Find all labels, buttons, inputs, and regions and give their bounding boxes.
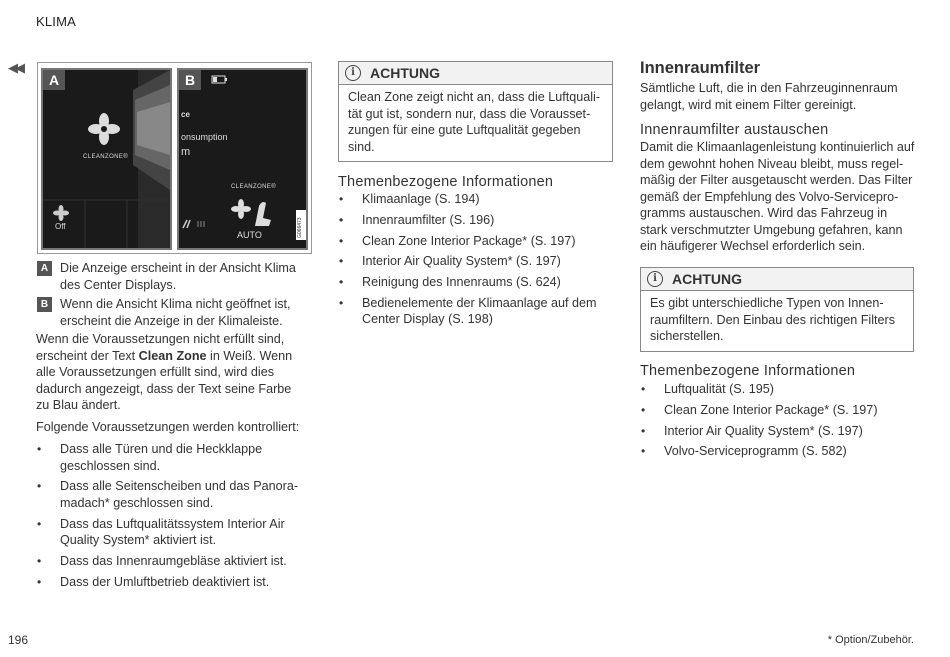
related-link[interactable]: • Luftqualität (S. 195) bbox=[640, 381, 915, 398]
figure-ref-box bbox=[296, 210, 306, 240]
footnote: * Option/Zubehör. bbox=[827, 634, 914, 646]
seat-heat-icon[interactable] bbox=[181, 218, 209, 230]
list-item: • Dass das Luftqualitätssystem Interior Air Quality System* aktiviert ist. bbox=[36, 516, 302, 549]
clean-zone-paragraph bbox=[36, 331, 308, 414]
related-link[interactable]: • Interior Air Quality System* (S. 197) bbox=[338, 253, 608, 270]
related-link[interactable]: • Volvo-Serviceprogramm (S. 582) bbox=[640, 443, 915, 460]
list-item: • Dass der Umluftbetrieb deaktiviert ist. bbox=[36, 574, 302, 591]
para-text-before: Wenn die Voraussetzungen nicht erfüllt sind, erscheint der Text bbox=[36, 332, 285, 363]
panel-b-text-3: m bbox=[181, 146, 191, 158]
related-heading-middle: Themenbezogene Informationen bbox=[338, 174, 554, 190]
list-item: • Dass das Innenraumgebläse aktiviert ist. bbox=[36, 553, 302, 570]
cleanzone-label-a: CLEANZONE® bbox=[83, 154, 129, 160]
fan-icon bbox=[87, 112, 121, 146]
figure-panel-b bbox=[177, 68, 308, 250]
related-link[interactable]: • Interior Air Quality System* (S. 197) bbox=[640, 423, 915, 440]
page-number: 196 bbox=[8, 633, 29, 647]
info-icon: i bbox=[345, 65, 361, 81]
double-chevron-left-icon[interactable]: ◀◀ bbox=[8, 60, 22, 75]
panel-b-text-2: onsumption bbox=[181, 132, 228, 142]
related-link[interactable]: • Bedienelemente der Klimaanlage auf dem Center Display (S. 198) bbox=[338, 295, 608, 328]
caption-b-text: Wenn die Ansicht Klima nicht geöffnet ist, erscheint die Anzeige in der Klimaleiste. bbox=[60, 297, 291, 328]
related-link[interactable]: • Klimaanlage (S. 194) bbox=[338, 191, 608, 208]
related-link[interactable]: • Innenraumfilter (S. 196) bbox=[338, 212, 608, 229]
warning-header bbox=[641, 268, 913, 291]
panel-a-label: A bbox=[43, 70, 65, 90]
panel-b-text-1: ce bbox=[181, 110, 190, 119]
related-list-right bbox=[640, 381, 915, 464]
info-icon: i bbox=[647, 271, 663, 287]
clean-zone-bold: Clean Zone bbox=[138, 348, 207, 363]
caption-a bbox=[37, 260, 307, 293]
conditions-list bbox=[36, 441, 302, 594]
figure-panel-a bbox=[41, 68, 172, 250]
warning-title: ACHTUNG bbox=[672, 271, 742, 287]
battery-icon bbox=[211, 75, 229, 85]
airflow-seat-icon[interactable] bbox=[231, 196, 273, 232]
filter-body-text: Damit die Klimaanlagenleistung kontinuierlich auf dem gewohnt hohen Niveau bleibt, muss regelmäßig der Filter ausgetauscht werden. Das Filter gemäß der Empfehlung des Volvo-Serviceprogramms austauschen. Wird das Fahrzeug in stark verschmutzter Umgebung gefahren, kann ein häufigerer Wechsel erforderlich sein. bbox=[640, 140, 915, 253]
auto-label[interactable]: AUTO bbox=[237, 230, 262, 240]
caption-a-text: Die Anzeige erscheint in der Ansicht Klima des Center Displays. bbox=[60, 261, 296, 292]
warning-box-filter bbox=[640, 267, 914, 352]
fan-off-label: Off bbox=[55, 222, 66, 231]
cleanzone-label-b: CLEANZONE® bbox=[231, 184, 277, 190]
subheading-filter-replace: Innenraumfilter austauschen bbox=[640, 122, 829, 138]
related-link[interactable]: • Clean Zone Interior Package* (S. 197) bbox=[640, 402, 915, 419]
warning-box-clean-zone bbox=[338, 61, 613, 162]
section-intro: Sämtliche Luft, die in den Fahrzeuginnenraum gelangt, wird mit einem Filter gereinigt. bbox=[640, 81, 898, 112]
warning-text: Clean Zone zeigt nicht an, dass die Luftqualität gut ist, sondern nur, dass die Voraussetzungen für eine gute Luftqualität gegeben sind. bbox=[348, 90, 601, 154]
figure-ref: G066473 bbox=[297, 217, 303, 238]
related-link[interactable]: • Reinigung des Innenraums (S. 624) bbox=[338, 274, 608, 291]
clean-zone-figure bbox=[37, 62, 312, 254]
fan-small-icon[interactable] bbox=[53, 205, 69, 221]
panel-b-label: B bbox=[179, 70, 201, 90]
caption-b bbox=[37, 296, 307, 329]
list-item: • Dass alle Seitenscheiben und das Panoramadach* geschlossen sind. bbox=[36, 478, 302, 511]
caption-a-label: A bbox=[37, 261, 52, 276]
section-title: Innenraumfilter bbox=[640, 59, 761, 77]
warning-title: ACHTUNG bbox=[370, 65, 440, 81]
warning-header bbox=[339, 62, 612, 85]
related-link[interactable]: • Clean Zone Interior Package* (S. 197) bbox=[338, 233, 608, 250]
running-header: KLIMA bbox=[36, 14, 77, 29]
related-heading-right: Themenbezogene Informationen bbox=[640, 363, 856, 379]
list-item: • Dass alle Türen und die Heckklappe geschlossen sind. bbox=[36, 441, 302, 474]
conditions-intro: Folgende Voraussetzungen werden kontrolliert: bbox=[36, 420, 300, 434]
warning-text: Es gibt unterschiedliche Typen von Innenraumfiltern. Den Einbau des richtigen Filters sicherstellen. bbox=[650, 296, 895, 343]
related-list-middle bbox=[338, 191, 608, 332]
caption-b-label: B bbox=[37, 297, 52, 312]
para-text-after: in Weiß. Wenn alle Voraussetzungen erfüllt sind, wird dies dadurch angezeigt, dass der Text seine Farbe zu Blau ändert. bbox=[36, 348, 293, 412]
